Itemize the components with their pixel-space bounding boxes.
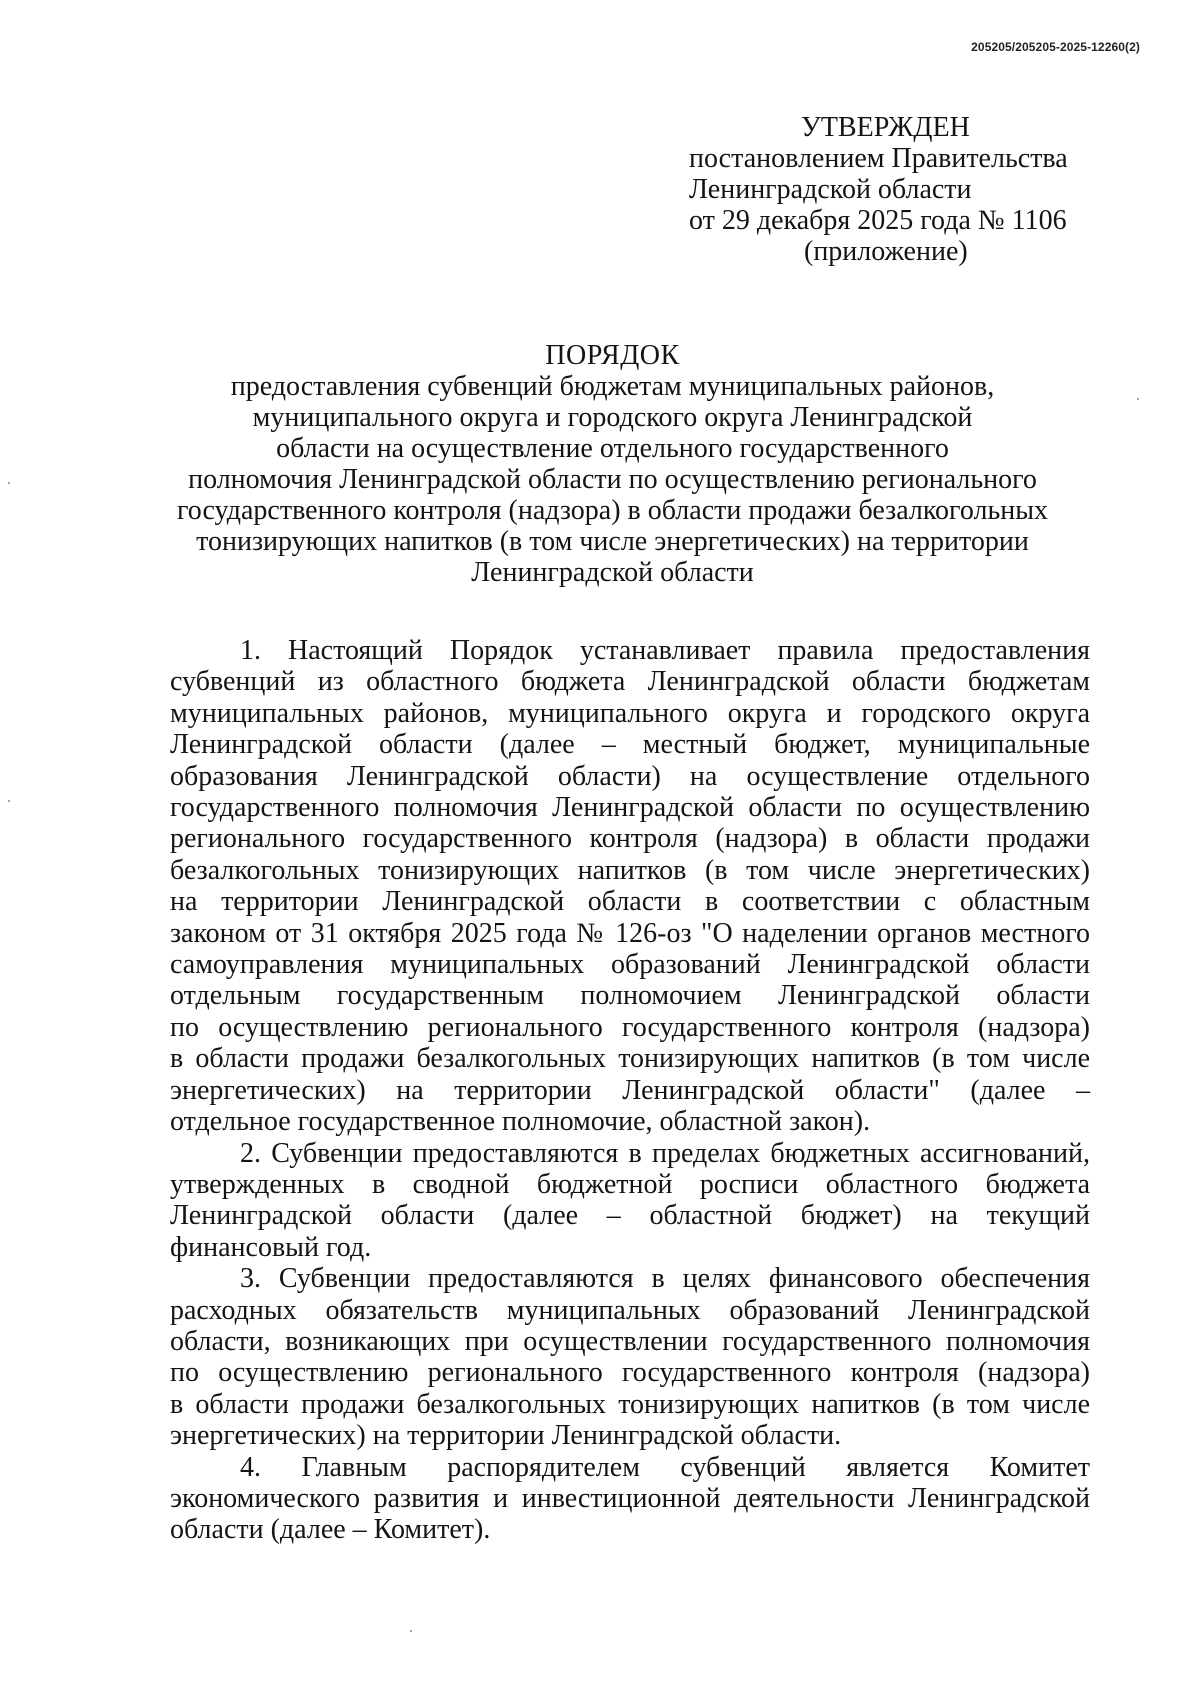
text-line: государственного полномочия Ленинградской области по осуществлению [170,792,1090,824]
document-body [170,635,1090,1546]
text-line: самоуправления муниципальных образований Ленинградской области [170,949,1090,981]
scan-speck [8,800,10,802]
document-id: 205205/205205-2025-12260(2) [971,40,1140,54]
approved-heading: УТВЕРЖДЕН [801,112,970,143]
scan-speck [410,1630,412,1632]
title-line: Ленинградской области [471,557,754,588]
text-line: муниципальных районов, муниципального округа и городского округа [170,697,1090,729]
text-line: 2. Субвенции предоставляются в пределах бюджетных ассигнований, [240,1137,1090,1169]
text-line: регионального государственного контроля (надзора) в области продажи [170,823,1090,855]
text-line: законом от 31 октября 2025 года № 126-оз "О наделении органов местного [170,917,1090,949]
paragraph-2 [170,1138,1090,1264]
text-line: образования Ленинградской области) на осуществление отдельного [170,760,1090,792]
paragraph-3 [170,1263,1090,1451]
document-title: ПОРЯДОК [545,340,680,371]
approval-stamp [689,112,1129,267]
text-line: отдельным государственным полномочием Ленинградской области [170,980,1090,1012]
approval-appendix: (приложение) [804,236,968,267]
approval-line-1: постановлением Правительства [689,143,1068,174]
paragraph-4 [170,1452,1090,1546]
approval-line-2: Ленинградской области [689,174,972,205]
text-line: в области продажи безалкогольных тонизирующих напитков (в том числе [170,1043,1090,1075]
text-line: в области продажи безалкогольных тонизирующих напитков (в том числе [170,1388,1090,1420]
text-line: энергетических) на территории Ленинградской области. [170,1420,842,1452]
text-line: Ленинградской области (далее – областной бюджет) на текущий [170,1200,1090,1232]
text-line: финансовый год. [170,1231,372,1263]
text-line: энергетических) на территории Ленинградской области" (далее – [170,1074,1090,1106]
title-line: муниципального округа и городского округа Ленинградской [252,402,973,433]
document-title-block [130,340,1095,588]
text-line: отдельное государственное полномочие, областной закон). [170,1106,871,1138]
text-line: 4. Главным распорядителем субвенций является Комитет [240,1451,1090,1483]
paragraph-1 [170,635,1090,1138]
scan-speck [1137,398,1139,400]
text-line: 1. Настоящий Порядок устанавливает правила предоставления [240,635,1090,666]
title-line: предоставления субвенций бюджетам муниципальных районов, [230,371,995,402]
text-line: Ленинградской области (далее – местный бюджет, муниципальные [170,729,1090,761]
title-line: тонизирующих напитков (в том числе энергетических) на территории [196,526,1029,557]
scan-speck [8,482,10,484]
text-line: расходных обязательств муниципальных образований Ленинградской [170,1294,1090,1326]
title-line: области на осуществление отдельного государственного [276,433,949,464]
text-line: субвенций из областного бюджета Ленинградской области бюджетам [170,666,1090,698]
text-line: 3. Субвенции предоставляются в целях финансового обеспечения [240,1263,1090,1295]
title-line: государственного контроля (надзора) в области продажи безалкогольных [176,495,1049,526]
text-line: по осуществлению регионального государственного контроля (надзора) [170,1357,1090,1389]
title-line: полномочия Ленинградской области по осуществлению регионального [188,464,1037,495]
text-line: по осуществлению регионального государственного контроля (надзора) [170,1011,1090,1043]
text-line: безалкогольных тонизирующих напитков (в том числе энергетических) [170,854,1090,886]
text-line: экономического развития и инвестиционной деятельности Ленинградской [170,1482,1090,1514]
approval-line-3: от 29 декабря 2025 года № 1106 [689,205,1067,236]
text-line: на территории Ленинградской области в соответствии с областным [170,886,1090,918]
text-line: области (далее – Комитет). [170,1514,491,1546]
text-line: области, возникающих при осуществлении государственного полномочия [170,1325,1090,1357]
text-line: утвержденных в сводной бюджетной росписи областного бюджета [170,1168,1090,1200]
